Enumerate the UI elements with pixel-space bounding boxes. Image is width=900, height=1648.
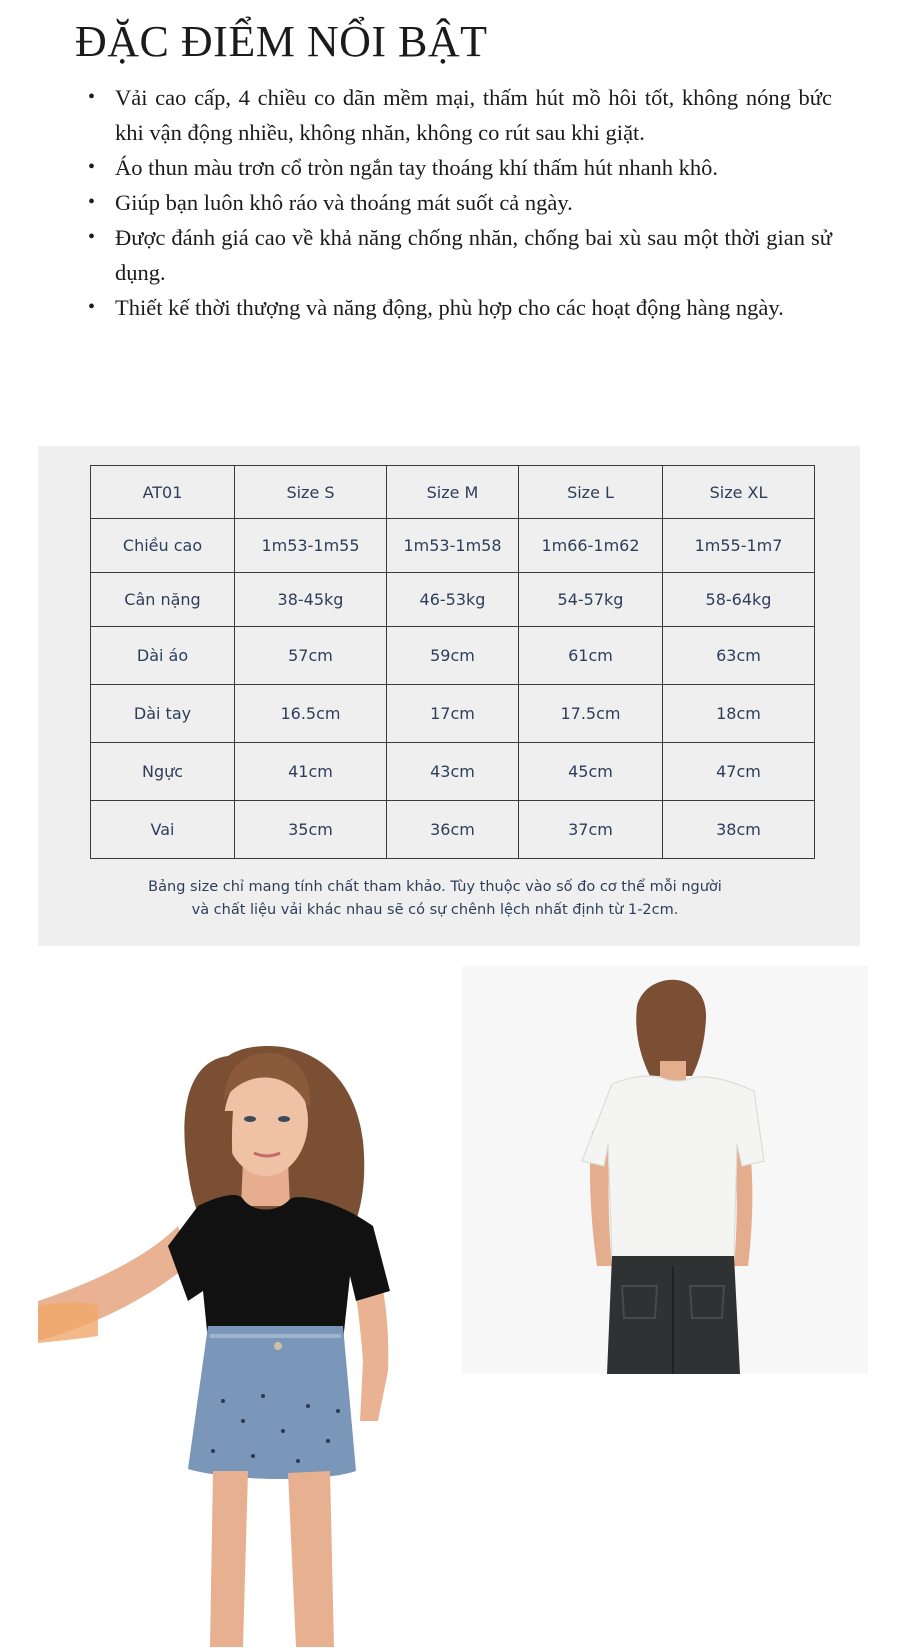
bullet-icon: •: [88, 226, 96, 248]
feature-item: [88, 220, 832, 290]
table-header-cell: Size M: [387, 466, 519, 519]
size-note-line: Bảng size chỉ mang tính chất tham khảo. Tùy thuộc vào số đo cơ thể mỗi người: [148, 879, 722, 895]
table-cell: 1m53-1m55: [235, 519, 387, 573]
bullet-icon: •: [88, 156, 96, 178]
row-label-cell: Dài tay: [91, 685, 235, 743]
feature-text: Thiết kế thời thượng và năng động, phù hợp cho các hoạt động hàng ngày.: [115, 295, 784, 320]
feature-text: Giúp bạn luôn khô ráo và thoáng mát suốt cả ngày.: [115, 190, 573, 215]
table-cell: 46-53kg: [387, 573, 519, 627]
table-cell: 45cm: [519, 743, 663, 801]
table-row: [91, 519, 815, 573]
model-black-tee-illustration: [38, 1001, 430, 1647]
feature-text: Áo thun màu trơn cổ tròn ngắn tay thoáng khí thấm hút nhanh khô.: [115, 155, 719, 180]
size-disclaimer: [80, 876, 790, 922]
table-row: [91, 627, 815, 685]
table-header-cell: AT01: [91, 466, 235, 519]
size-table: [90, 465, 815, 859]
feature-item: [88, 80, 832, 150]
table-cell: 1m53-1m58: [387, 519, 519, 573]
bullet-icon: •: [88, 191, 96, 213]
product-photo-back: [462, 966, 868, 1374]
feature-list: [88, 80, 832, 325]
bullet-icon: •: [88, 86, 96, 108]
table-cell: 43cm: [387, 743, 519, 801]
table-cell: 35cm: [235, 801, 387, 859]
table-header-cell: Size L: [519, 466, 663, 519]
table-cell: 47cm: [663, 743, 815, 801]
table-row: [91, 801, 815, 859]
table-cell: 36cm: [387, 801, 519, 859]
table-row: [91, 573, 815, 627]
feature-item: [88, 185, 832, 220]
feature-item: [88, 150, 832, 185]
table-header-cell: Size S: [235, 466, 387, 519]
table-row: [91, 685, 815, 743]
table-header-row: [91, 466, 815, 519]
table-cell: 16.5cm: [235, 685, 387, 743]
table-cell: 63cm: [663, 627, 815, 685]
row-label-cell: Chiều cao: [91, 519, 235, 573]
page-title: ĐẶC ĐIỂM NỔI BẬT: [75, 17, 488, 66]
model-white-tee-illustration: [462, 966, 868, 1374]
table-cell: 1m55-1m7: [663, 519, 815, 573]
table-cell: 18cm: [663, 685, 815, 743]
product-photo-front: [38, 1001, 430, 1647]
table-header-cell: Size XL: [663, 466, 815, 519]
table-cell: 17.5cm: [519, 685, 663, 743]
table-cell: 54-57kg: [519, 573, 663, 627]
row-label-cell: Ngực: [91, 743, 235, 801]
row-label-cell: Vai: [91, 801, 235, 859]
table-cell: 1m66-1m62: [519, 519, 663, 573]
feature-text: Được đánh giá cao về khả năng chống nhăn, chống bai xù sau một thời gian sử dụng.: [115, 225, 832, 285]
table-cell: 17cm: [387, 685, 519, 743]
table-cell: 61cm: [519, 627, 663, 685]
table-cell: 41cm: [235, 743, 387, 801]
size-chart-panel: [38, 446, 860, 946]
bullet-icon: •: [88, 296, 96, 318]
table-cell: 59cm: [387, 627, 519, 685]
table-cell: 57cm: [235, 627, 387, 685]
row-label-cell: Dài áo: [91, 627, 235, 685]
table-cell: 37cm: [519, 801, 663, 859]
row-label-cell: Cân nặng: [91, 573, 235, 627]
feature-item: [88, 290, 832, 325]
table-row: [91, 743, 815, 801]
size-note-line: và chất liệu vải khác nhau sẽ có sự chênh lệch nhất định từ 1-2cm.: [191, 902, 679, 918]
table-cell: 38cm: [663, 801, 815, 859]
table-cell: 38-45kg: [235, 573, 387, 627]
feature-text: Vải cao cấp, 4 chiều co dãn mềm mại, thấm hút mồ hôi tốt, không nóng bức khi vận động nhiều, không nhăn, không co rút sau khi giặt.: [115, 85, 832, 145]
table-cell: 58-64kg: [663, 573, 815, 627]
